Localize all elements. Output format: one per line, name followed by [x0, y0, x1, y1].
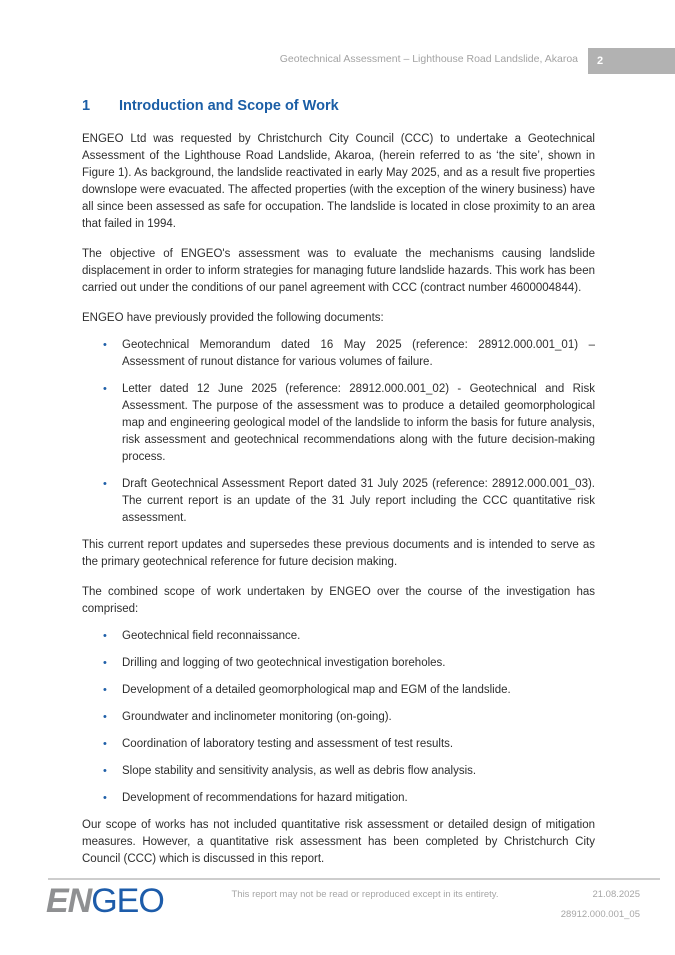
bullet-icon: •	[103, 765, 107, 777]
scope-bullet-list	[82, 628, 595, 807]
list-item-text: Slope stability and sensitivity analysis, as well as debris flow analysis.	[122, 765, 477, 777]
list-item-text: Letter dated 12 June 2025 (reference: 28912.000.001_02) - Geotechnical and Risk Assessment. The purpose of the assessment was to produce a detailed geomorphological map and engineering geological model of the landslide to inform the basis for future analysis, risk assessment and geotechnical recommendations along with the future decision-making process.	[122, 383, 595, 463]
section-number: 1	[82, 98, 91, 114]
list-item-text: Development of recommendations for hazard mitigation.	[122, 792, 408, 804]
footer-reference: 28912.000.001_05	[560, 909, 640, 920]
list-item	[82, 476, 595, 527]
paragraph: The combined scope of work undertaken by ENGEO over the course of the investigation has comprised:	[82, 586, 595, 615]
section-title: Introduction and Scope of Work	[119, 98, 339, 114]
paragraph: ENGEO have previously provided the following documents:	[82, 312, 384, 324]
list-item	[82, 763, 595, 780]
bullet-icon: •	[103, 792, 107, 804]
paragraph: The objective of ENGEO's assessment was to evaluate the mechanisms causing landslide displacement in order to inform strategies for managing future landslide hazards. This work has been carried out under the conditions of our panel agreement with CCC (contract number 4600004844).	[82, 248, 595, 294]
paragraph: ENGEO Ltd was requested by Christchurch City Council (CCC) to undertake a Geotechnical Assessment of the Lighthouse Road Landslide, Akaroa, (herein referred to as ‘the site’, shown in Figure 1). As background, the landslide reactivated in early May 2025, and as a result five properties downslope were evacuated. The affected properties (with the exception of the winery business) have all since been assessed as safe for occupation. The landslide is located in close proximity to an area that failed in 1994.	[82, 133, 595, 230]
page-number-badge	[588, 48, 675, 74]
bullet-icon: •	[103, 383, 107, 395]
list-item-text: Development of a detailed geomorphological map and EGM of the landslide.	[122, 684, 511, 696]
documents-bullet-list	[82, 337, 595, 527]
list-item	[82, 337, 595, 371]
footer-date: 21.08.2025	[592, 889, 640, 900]
bullet-icon: •	[103, 657, 107, 669]
bullet-icon: •	[103, 478, 107, 490]
logo-part-en: EN	[46, 882, 92, 920]
list-item-text: Coordination of laboratory testing and assessment of test results.	[122, 738, 454, 750]
list-item-text: Geotechnical Memorandum dated 16 May 2025 (reference: 28912.000.001_01) – Assessment of runout distance for various volumes of failure.	[122, 339, 595, 368]
logo-part-geo: GEO	[91, 882, 164, 920]
bullet-icon: •	[103, 684, 107, 696]
section-heading	[82, 97, 595, 115]
bullet-icon: •	[103, 630, 107, 642]
page-header-title: Geotechnical Assessment – Lighthouse Road Landslide, Akaroa	[279, 53, 578, 65]
list-item	[82, 709, 595, 726]
paragraph: This current report updates and supersedes these previous documents and is intended to serve as the primary geotechnical reference for future decision making.	[82, 539, 595, 568]
document-body	[82, 97, 595, 881]
list-item-text: Drilling and logging of two geotechnical investigation boreholes.	[122, 657, 446, 669]
paragraph: Our scope of works has not included quantitative risk assessment or detailed design of mitigation measures. However, a quantitative risk assessment has been completed by Christchurch City Council (CCC) which is discussed in this report.	[82, 819, 595, 865]
list-item	[82, 790, 595, 807]
list-item-text: Geotechnical field reconnaissance.	[122, 630, 301, 642]
list-item	[82, 736, 595, 753]
footer-divider	[48, 878, 660, 880]
list-item	[82, 682, 595, 699]
bullet-icon: •	[103, 339, 107, 351]
list-item	[82, 628, 595, 645]
list-item-text: Groundwater and inclinometer monitoring (on-going).	[122, 711, 392, 723]
footer-disclaimer: This report may not be read or reproduced except in its entirety.	[231, 889, 499, 900]
bullet-icon: •	[103, 711, 107, 723]
engeo-logo	[46, 883, 164, 919]
list-item-text: Draft Geotechnical Assessment Report dated 31 July 2025 (reference: 28912.000.001_03). The current report is an update of the 31 July report including the CCC quantitative risk assessment.	[122, 478, 595, 524]
bullet-icon: •	[103, 738, 107, 750]
list-item	[82, 381, 595, 466]
page-number: 2	[597, 55, 604, 67]
list-item	[82, 655, 595, 672]
